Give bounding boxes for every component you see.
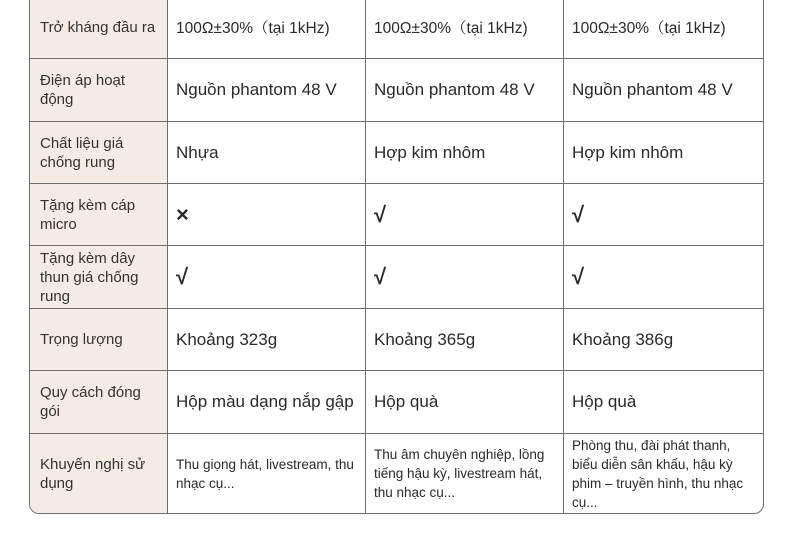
spec-table — [29, 0, 764, 514]
row-label: Trở kháng đầu ra — [30, 0, 168, 58]
cell-value: Nhựa — [168, 122, 366, 183]
cell-value: 100Ω±30%（tại 1kHz) — [366, 0, 564, 58]
spec-row-recommended-use — [30, 434, 763, 513]
cell-value: Khoảng 365g — [366, 309, 564, 370]
row-label: Tặng kèm cáp micro — [30, 184, 168, 245]
check-mark: √ — [572, 264, 585, 289]
row-label: Trọng lượng — [30, 309, 168, 370]
check-mark: √ — [366, 184, 564, 245]
cell-value: Nguồn phantom 48 V — [168, 59, 366, 121]
cell-value: Khoảng 386g — [572, 329, 674, 349]
cell-value: Thu âm chuyên nghiệp, lồng tiếng hậu kỳ, livestream hát, thu nhạc cụ... — [366, 434, 564, 513]
cell-value: Nguồn phantom 48 V — [366, 59, 564, 121]
row-label: Điện áp hoạt động — [30, 59, 168, 121]
cell-value: Hộp màu dạng nắp gập — [168, 371, 366, 433]
cross-mark: × — [168, 184, 366, 245]
row-label: Quy cách đóng gói — [30, 371, 168, 433]
cell-value: Thu giọng hát, livestream, thu nhạc cụ... — [168, 434, 366, 513]
spec-row-shock-mount — [30, 122, 763, 184]
cell-value: Hộp quà — [366, 371, 564, 433]
cell-value: Phòng thu, đài phát thanh, biểu diễn sân khấu, hậu kỳ phim – truyền hình, thu nhạc cụ... — [572, 437, 744, 510]
row-label: Chất liệu giá chống rung — [30, 122, 168, 183]
cell-value: Hợp kim nhôm — [572, 142, 684, 162]
spec-row-impedance — [30, 0, 763, 59]
check-mark: √ — [572, 201, 585, 227]
spec-row-voltage — [30, 59, 763, 122]
cell-value: 100Ω±30%（tại 1kHz) — [572, 20, 726, 37]
cell-value: Nguồn phantom 48 V — [572, 80, 733, 99]
row-label: Tặng kèm dây thun giá chống rung — [30, 246, 168, 308]
row-label: Khuyến nghị sử dụng — [30, 434, 168, 513]
cell-value: 100Ω±30%（tại 1kHz) — [168, 0, 366, 58]
cell-value: Khoảng 323g — [168, 309, 366, 370]
spec-row-cable — [30, 184, 763, 246]
check-mark: √ — [366, 246, 564, 308]
spec-row-weight — [30, 309, 763, 371]
spec-row-elastic — [30, 246, 763, 309]
check-mark: √ — [168, 246, 366, 308]
cell-value: Hộp quà — [572, 392, 637, 411]
spec-row-packaging — [30, 371, 763, 434]
cell-value: Hợp kim nhôm — [366, 122, 564, 183]
